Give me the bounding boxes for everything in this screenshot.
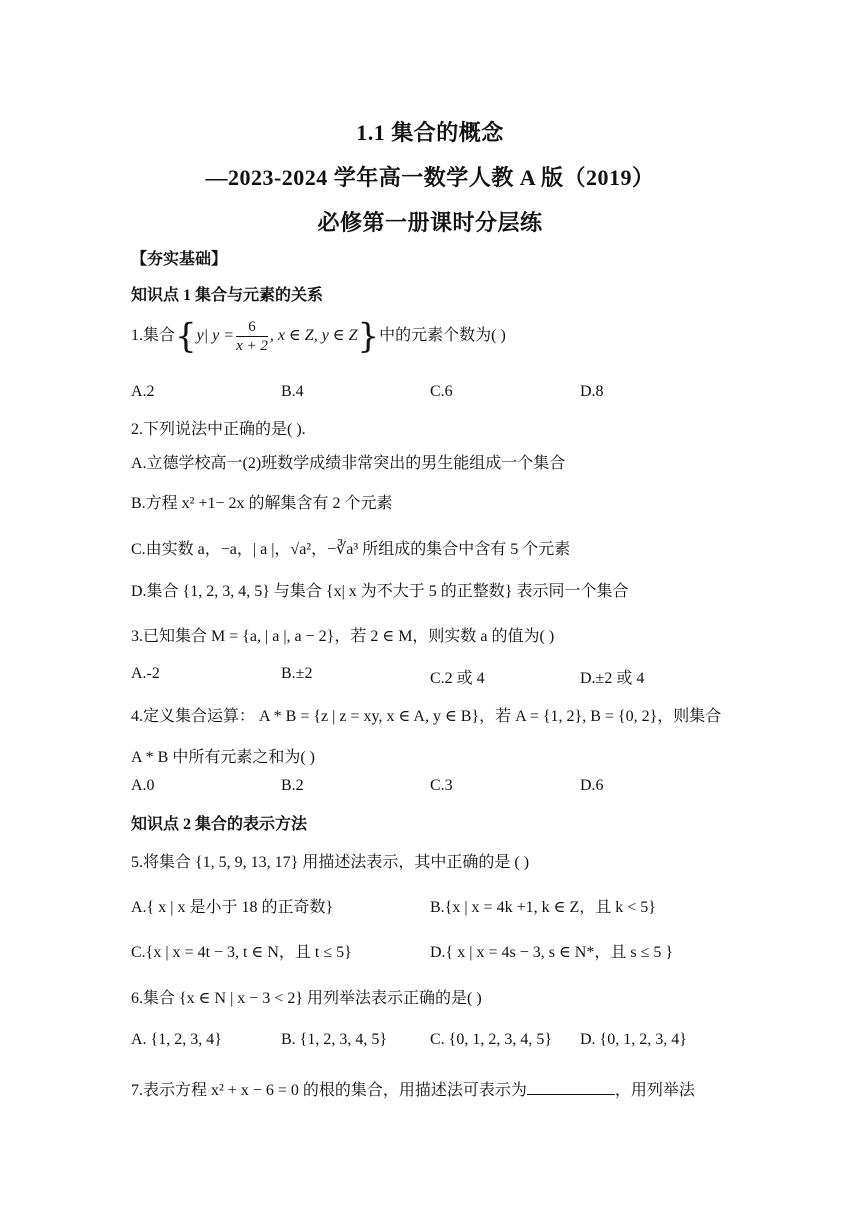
q3-option-c: C.2 或 4 [430, 670, 485, 687]
q5-option-c: C.{x | x = 4t − 3, t ∈ N，且 t ≤ 5} [131, 944, 352, 961]
q7-stem-post: ，用列举法 [614, 1082, 695, 1099]
q3-option-d: D.±2 或 4 [580, 670, 645, 687]
q2-option-c: C.由实数 a，−a，| a |，√a²，−∛a³ 所组成的集合中含有 5 个元素 [131, 541, 571, 558]
answer-blank[interactable] [527, 1080, 615, 1095]
q2-option-b: B.方程 x² +1− 2x 的解集含有 2 个元素 [131, 495, 393, 512]
section-heading: 【夯实基础】 [131, 251, 228, 268]
q4-option-a: A.0 [131, 777, 155, 794]
q2-option-a: A.立德学校高一(2)班数学成绩非常突出的男生能组成一个集合 [131, 455, 566, 472]
q1-option-c: C.6 [430, 383, 453, 400]
question-7-stem [131, 1077, 695, 1100]
q1-fraction-denominator: x + 2 [236, 338, 268, 354]
question-2-stem: 2.下列说法中正确的是( ). [131, 421, 306, 438]
title-line-1: 1.1 集合的概念 [356, 120, 504, 145]
q5-option-a: A.{ x | x 是小于 18 的正奇数} [131, 899, 334, 916]
q1-option-d: D.8 [580, 383, 604, 400]
q1-set-left: y| y = [196, 327, 235, 345]
q5-option-d: D.{ x | x = 4s − 3, s ∈ N*，且 s ≤ 5 } [430, 944, 674, 961]
left-brace-symbol: { [175, 316, 197, 357]
question-4-stem-line-2: A * B 中所有元素之和为( ) [131, 749, 316, 766]
q6-option-b: B. {1, 2, 3, 4, 5} [281, 1031, 388, 1048]
q6-option-d: D. {0, 1, 2, 3, 4} [580, 1031, 687, 1048]
question-4-stem-line-1: 4.定义集合运算： A * B = {z | z = xy, x ∈ A, y ∈ B}，若 A = {1, 2}, B = {0, 2}，则集合 [131, 708, 722, 725]
q3-option-b: B.±2 [281, 665, 313, 682]
q6-option-a: A. {1, 2, 3, 4} [131, 1031, 222, 1048]
q4-option-b: B.2 [281, 777, 304, 794]
q2-option-d: D.集合 {1, 2, 3, 4, 5} 与集合 {x| x 为不大于 5 的正整数} 表示同一个集合 [131, 583, 629, 600]
q5-option-b: B.{x | x = 4k +1, k ∈ Z，且 k < 5} [430, 899, 656, 916]
question-1-stem [131, 318, 506, 355]
right-brace-symbol: } [357, 316, 380, 357]
knowledge-point-2: 知识点 2 集合的表示方法 [131, 816, 308, 833]
q1-option-a: A.2 [131, 383, 155, 400]
title-line-3: 必修第一册课时分层练 [317, 210, 543, 235]
q7-stem-pre: 7.表示方程 x² + x − 6 = 0 的根的集合，用描述法可表示为 [131, 1082, 527, 1099]
knowledge-point-1: 知识点 1 集合与元素的关系 [131, 287, 324, 304]
q1-stem-post: 中的元素个数为( ) [379, 327, 506, 345]
q1-option-b: B.4 [281, 383, 304, 400]
question-5-stem: 5.将集合 {1, 5, 9, 13, 17} 用描述法表示，其中正确的是 ( ) [131, 854, 530, 871]
question-3-stem: 3.已知集合 M = {a, | a |, a − 2}，若 2 ∈ M，则实数 a 的值为( ) [131, 628, 555, 645]
q1-fraction-numerator: 6 [236, 318, 268, 337]
q1-fraction [236, 318, 268, 355]
title-line-2: —2023-2024 学年高一数学人教 A 版（2019） [205, 165, 655, 190]
q1-stem-pre: 1.集合 [131, 327, 176, 345]
q3-option-a: A.-2 [131, 665, 160, 682]
q4-option-d: D.6 [580, 777, 604, 794]
question-6-stem: 6.集合 {x ∈ N | x − 3 < 2} 用列举法表示正确的是( ) [131, 990, 482, 1007]
q6-option-c: C. {0, 1, 2, 3, 4, 5} [430, 1031, 553, 1048]
q4-option-c: C.3 [430, 777, 453, 794]
q1-set-right: , x ∈ Z, y ∈ Z [269, 327, 358, 345]
